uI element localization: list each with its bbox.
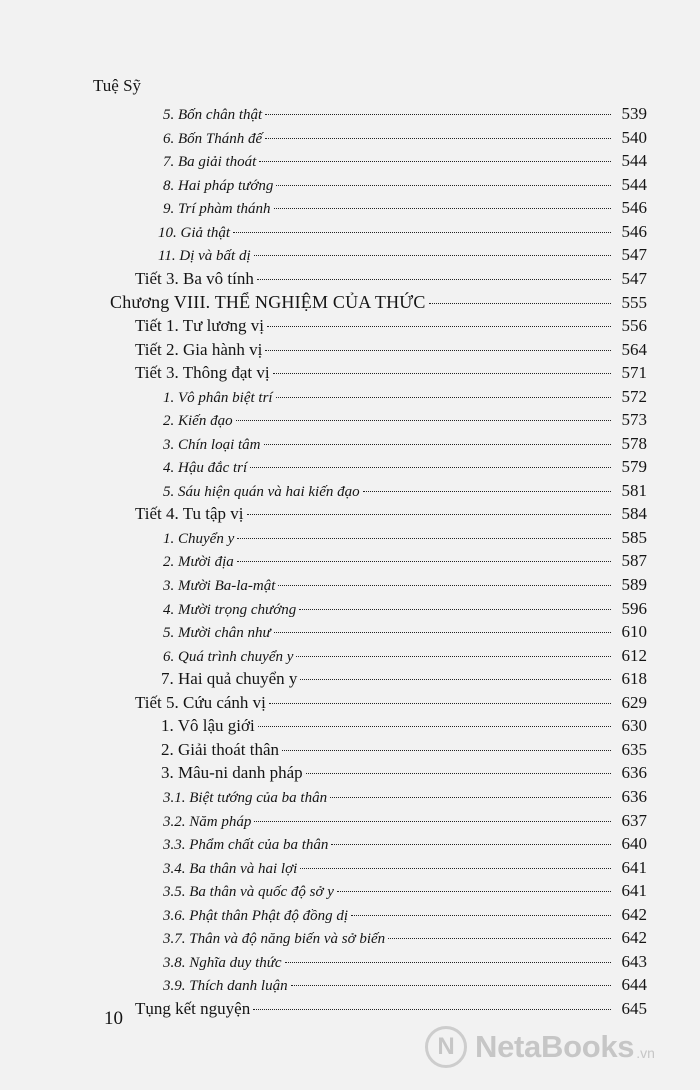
toc-entry [163,457,647,479]
toc-entry-page: 644 [621,975,647,995]
dot-leader [429,303,611,304]
toc-entry [163,905,647,927]
toc-entry-page: 642 [621,904,647,924]
toc-entry [163,481,647,503]
toc-entry-title: 3.9. Thích danh luận [163,978,288,995]
toc-entry-title: 2. Kiến đạo [163,413,233,430]
toc-entry-page: 540 [621,127,647,147]
dot-leader [264,444,611,445]
dot-leader [237,561,611,562]
toc-entry-title: 3. Mười Ba-la-mật [163,578,276,594]
toc-entry-title: 9. Trí phàm thánh [163,201,271,218]
dot-leader [258,726,611,727]
toc-entry-page: 571 [621,363,647,383]
toc-entry-title: 1. Chuyển y [163,530,235,547]
netabooks-logo-icon: N [425,1026,467,1068]
dot-leader [233,232,611,233]
toc-entry-page: 630 [621,716,647,736]
toc-entry [135,999,647,1021]
toc-entry-page: 642 [621,928,647,948]
toc-entry [163,198,647,220]
toc-entry-title: 4. Mười trọng chướng [163,601,297,618]
toc-entry-page: 596 [621,598,647,618]
toc-entry-page: 610 [621,622,647,642]
toc-entry [161,669,647,691]
toc-entry-title: Tiết 4. Tu tập vị [135,504,244,524]
toc-entry [163,787,647,809]
dot-leader [300,679,611,680]
dot-leader [265,114,611,115]
toc-entry [163,881,647,903]
toc-entry [163,551,647,573]
toc-entry-title: 5. Sáu hiện quán và hai kiến đạo [163,483,360,500]
dot-leader [278,585,611,586]
dot-leader [269,703,611,704]
dot-leader [282,750,611,751]
toc-entry-title: Chương VIII. THỂ NGHIỆM CỦA THỨC [110,292,426,313]
toc-entry [163,599,647,621]
dot-leader [274,208,611,209]
toc-entry-title: 3.1. Biệt tướng của ba thân [163,789,328,806]
toc-entry [163,834,647,856]
toc-entry-title: Tụng kết nguyện [135,998,251,1018]
toc-entry-page: 581 [621,480,647,500]
toc-entry [161,763,647,785]
toc-entry [163,975,647,997]
dot-leader [331,844,611,845]
toc-entry-title: 7. Hai quả chuyển y [161,669,298,689]
toc-entry [135,269,647,291]
dot-leader [296,656,611,657]
toc-entry [163,387,647,409]
toc-entry [163,151,647,173]
toc-entry-page: 546 [621,221,647,241]
toc-entry-page: 539 [621,104,647,123]
toc-entry-title: 3.6. Phật thân Phật độ đồng dị [163,907,348,924]
netabooks-watermark [425,1026,655,1068]
dot-leader [257,279,611,280]
toc-entry [163,128,647,150]
toc-entry-page: 544 [621,151,647,171]
toc-entry-page: 555 [621,293,647,313]
dot-leader [276,185,611,186]
toc-entry [135,693,647,715]
toc-entry-page: 564 [621,339,647,359]
toc-entry-title: 1. Vô phân biệt trí [163,389,273,406]
toc-entry [163,646,647,668]
toc-entry-page: 589 [621,575,647,594]
toc-entry [135,316,647,338]
toc-entry [163,175,647,197]
toc-entry-title: 7. Ba giải thoát [163,154,257,171]
toc-entry [163,622,647,644]
dot-leader [330,797,611,798]
toc-entry-title: 11. Dị và bất dị [158,248,251,265]
dot-leader [254,821,611,822]
toc-entry [135,340,647,362]
toc-entry [163,104,647,126]
toc-entry [158,222,647,244]
toc-entry [163,811,647,833]
toc-entry-title: Tiết 1. Tư lương vị [135,315,264,335]
dot-leader [291,985,611,986]
toc-entry-page: 641 [621,881,647,901]
dot-leader [254,255,611,256]
toc-entry-page: 547 [621,268,647,288]
dot-leader [250,467,611,468]
toc-entry-page: 637 [621,810,647,830]
toc-entry [163,410,647,432]
dot-leader [363,491,611,492]
page-number: 10 [104,1008,123,1029]
toc-entry-page: 544 [621,174,647,194]
toc-entry-title: 3.4. Ba thân và hai lợi [163,860,298,877]
dot-leader [253,1009,611,1010]
toc-entry-title: 3.3. Phẩm chất của ba thân [163,837,329,854]
toc-entry-page: 573 [621,410,647,430]
toc-entry-title: 3.5. Ba thân và quốc độ sở y [163,884,334,901]
dot-leader [388,938,611,939]
dot-leader [274,632,611,633]
dot-leader [265,138,611,139]
watermark-domain-suffix: .vn [636,1045,655,1061]
toc-entry-title: 10. Giả thật [158,224,231,241]
toc-entry-page: 612 [621,645,647,665]
toc-entry-page: 629 [621,692,647,712]
dot-leader [337,891,611,892]
toc-entry-page: 641 [621,857,647,877]
toc-entry-title: 3.2. Năm pháp [163,813,252,830]
toc-entry [163,434,647,456]
dot-leader [273,373,611,374]
toc-entry-page: 546 [621,198,647,218]
toc-entry-page: 643 [621,951,647,971]
toc-entry-page: 645 [621,998,647,1018]
toc-entry [158,245,647,267]
toc-entry-title: 2. Giải thoát thân [161,739,280,759]
toc-entry-title: 3. Chín loại tâm [163,436,261,453]
toc-entry-title: Tiết 3. Ba vô tính [135,268,254,288]
dot-leader [300,868,611,869]
toc-entry-title: 5. Bốn chân thật [163,107,263,123]
toc-entry-page: 556 [621,315,647,335]
toc-entry-page: 636 [621,763,647,783]
toc-entry [135,504,647,526]
toc-entry-page: 587 [621,551,647,571]
toc-entry-page: 547 [621,245,647,265]
toc-entry-title: 3.7. Thân và độ năng biến và sở biến [163,931,386,948]
dot-leader [236,420,611,421]
toc-entry-title: 3. Mâu-ni danh pháp [161,763,303,783]
watermark-brand-text: NetaBooks [475,1029,635,1064]
toc-entry-page: 636 [621,786,647,806]
toc-entry-page: 585 [621,527,647,547]
toc-entry [161,716,647,738]
toc-entry-page: 618 [621,669,647,689]
toc-entry-title: Tiết 3. Thông đạt vị [135,363,270,383]
toc-entry [163,528,647,550]
dot-leader [237,538,611,539]
dot-leader [265,350,611,351]
dot-leader [299,609,611,610]
toc-entry-title: 4. Hậu đắc trí [163,460,248,477]
toc-entry [163,575,647,597]
dot-leader [267,326,611,327]
toc-entry-title: 5. Mười chân như [163,625,271,642]
toc-entry-title: 3.8. Nghĩa duy thức [163,954,282,971]
running-header-author: Tuệ Sỹ [93,76,142,95]
toc-entry [163,928,647,950]
dot-leader [285,962,611,963]
toc-entry-title: 6. Quá trình chuyển y [163,648,294,665]
toc-entry-title: 8. Hai pháp tướng [163,177,274,194]
dot-leader [259,161,611,162]
toc-entry [110,292,647,314]
toc-entry [161,740,647,762]
dot-leader [306,773,611,774]
toc-entry [163,858,647,880]
toc-entry-page: 579 [621,457,647,477]
toc-entry-page: 578 [621,433,647,453]
toc-entry-title: 6. Bốn Thánh đế [163,130,263,147]
toc-entry-title: 1. Vô lậu giới [161,716,255,736]
toc-entry-page: 640 [621,834,647,854]
dot-leader [351,915,611,916]
toc-entry-page: 584 [621,504,647,524]
toc-entry [135,363,647,385]
dot-leader [247,514,612,515]
toc-entry [163,952,647,974]
toc-entry-page: 635 [621,739,647,759]
dot-leader [276,397,611,398]
toc-entry-title: Tiết 5. Cứu cánh vị [135,692,266,712]
toc-entry-page: 572 [621,386,647,406]
toc-entry-title: Tiết 2. Gia hành vị [135,339,263,359]
toc-entry-title: 2. Mười địa [163,554,234,571]
